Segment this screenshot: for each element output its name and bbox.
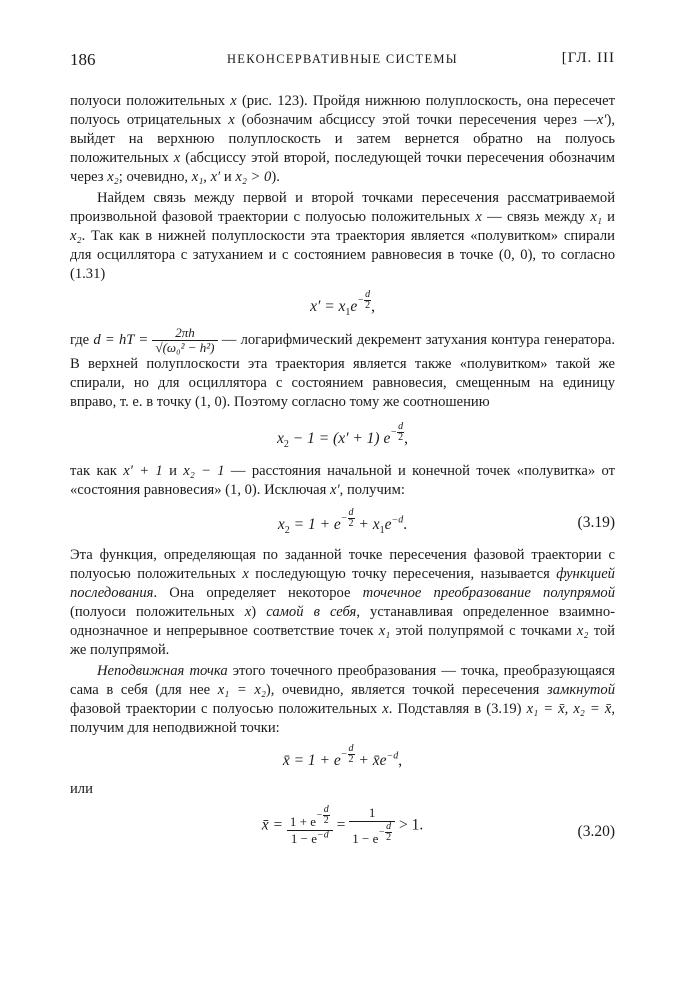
book-page [70, 50, 615, 871]
equation-number-3-19: (3.19) [577, 514, 615, 531]
equation-3-20: x̄ = 1 + e− $\frac{d}{2}$ $1 - e^{-d}$ = 1 1 − e− $\frac{d}{2}$ > 1. (3.20) [261, 804, 615, 846]
page-header [70, 50, 615, 74]
paragraph-2: Найдем связь между первой и второй точками пересечения рассматриваемой произвольной фазовой траектории с полуосью положительных x — связь между x₁ и x₂. Так как в нижней полуплоскости эта траектория является «полувитком» спирали для осциллятора с затуханием и с состоянием равновесия в точке (0, 0), то согласно (1.31) [70, 190, 615, 282]
paragraph-6: Неподвижная точка этого точечного преобразования — точка, преобразующаяся сама в себя (для нее x₁ = x₂), очевидно, является точкой пересечения замкнутой фазовой траектории с полуосью положительных x. Подставляя в (3.19) x₁ = x̄, x₂ = x̄, получим для неподвижной точки: [70, 663, 616, 736]
equation-3-19: $x_2 = 1 + e-$ $\frac{d}{2}$ + $x_1e^{-d}$. (3.19) [277, 507, 615, 536]
paragraph-5: Эта функция, определяющая по заданной точке пересечения фазовой траектории с полуосью положительных x последующую точку пересечения, называется функцией последования. Она определяет некоторое точечное преобразование полупрямой (полуоси положительных x) самой в себя, устанавливая определенное взаимно-однозначное и непрерывное соответствие точек x₁ этой полупрямой с точками x₂ той же полупрямой. [70, 547, 616, 658]
paragraph-4: так как x′ + 1 и x₂ − 1 — расстояния начальной и конечной точек «полувитка» от «состояния равновесия» (1, 0). Исключая x′, получим: [70, 463, 615, 498]
equation-number-3-20: (3.20) [577, 823, 615, 840]
running-title: НЕКОНСЕРВАТИВНЫЕ СИСТЕМЫ [226, 52, 459, 66]
equation-fixed-point: x̄ = 1 + e− $\frac{d}{2}$ + $x̄e^{-d}$, [282, 743, 403, 769]
or-word: или [70, 781, 93, 797]
page-number: 186 [70, 50, 96, 69]
paragraph-1: полуоси положительных x (рис. 123). Пройдя нижнюю полуплоскость, она пересечет полуось отрицательных x (обозначим абсциссу этой точки пересечения через —x′), выйдет на верхнюю полуплоскость и затем вернется обратно на полуось положительных x (абсциссу этой второй, последующей точки пересечения обозначим через x₂; очевидно, x₁, x′ и x₂ > 0). [70, 93, 616, 185]
equation-1: $x' = x_1e-$ $\frac{d}{2}$ , [310, 289, 375, 318]
chapter-label: [ГЛ. III [561, 50, 615, 66]
equation-2: $x_2 - 1 = (x' + 1)$ e− $\frac{d}{2}$ , [276, 421, 408, 450]
paragraph-3: где d = hT = $\frac{2\pi h}{\text{√(ω₀² − h²)}}$ — логарифмический декремент затухания контура генератора. В верхней полуплоскости эта траектория является также «полувитком» такой же спирали, но для осциллятора с состоянием равновесия, смещенным на единицу вправо, т. е. в точку (1, 0). Поэтому согласно тому же соотношению [70, 325, 615, 410]
